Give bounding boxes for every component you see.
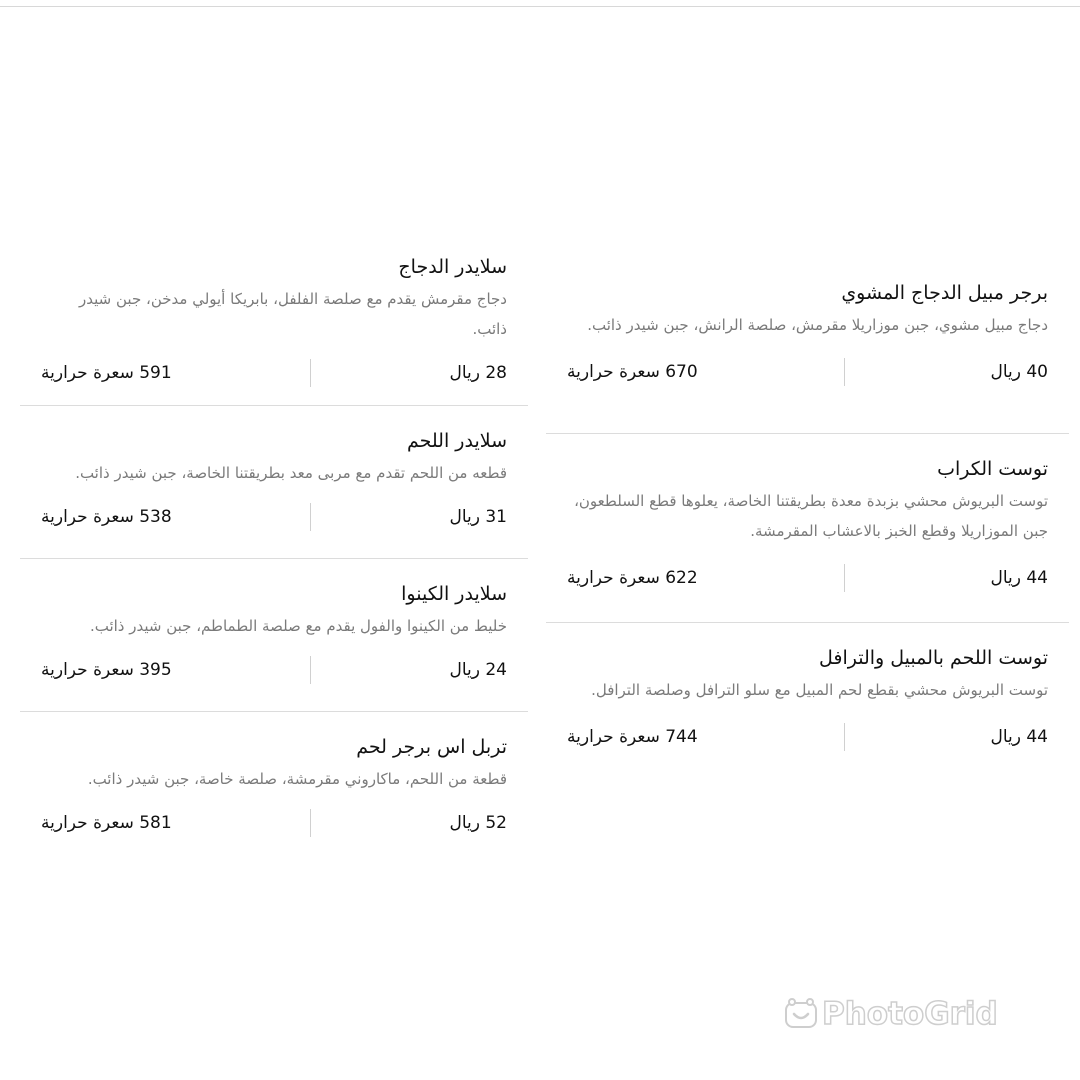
item-meta <box>41 359 507 387</box>
meta-divider <box>844 723 845 751</box>
menu-item[interactable] <box>20 406 528 559</box>
photogrid-watermark <box>784 994 998 1034</box>
item-calories: 395 سعرة حرارية <box>41 660 172 680</box>
item-name: سلايدر اللحم <box>406 430 507 452</box>
item-name: توست اللحم بالمبيل والترافل <box>819 647 1048 669</box>
top-divider <box>0 6 1080 7</box>
watermark-text: PhotoGrid <box>822 996 998 1032</box>
item-price: 28 ريال <box>449 363 507 383</box>
item-description: خليط من الكينوا والفول يقدم مع صلصة الطماطم، جبن شيدر ذائب. <box>89 617 507 635</box>
item-price: 31 ريال <box>449 507 507 527</box>
item-calories: 622 سعرة حرارية <box>567 568 698 588</box>
item-calories: 591 سعرة حرارية <box>41 363 172 383</box>
item-calories: 670 سعرة حرارية <box>567 362 698 382</box>
item-meta <box>567 358 1048 386</box>
meta-divider <box>310 359 311 387</box>
item-description: توست البريوش محشي بزبدة معدة بطريقتنا الخاصة، يعلوها قطع السلطعون، جبن الموزاريلا وقطع الخبز بالاعشاب المقرمشة. <box>574 492 1048 540</box>
item-calories: 581 سعرة حرارية <box>41 813 172 833</box>
item-calories: 744 سعرة حرارية <box>567 727 698 747</box>
item-description: دجاج مقرمش يقدم مع صلصة الفلفل، بابريكا أيولي مدخن، جبن شيدر ذائب. <box>79 290 507 338</box>
item-price: 52 ريال <box>449 813 507 833</box>
menu-column-left <box>20 232 528 864</box>
item-calories: 538 سعرة حرارية <box>41 507 172 527</box>
item-name: برجر مبيل الدجاج المشوي <box>841 282 1048 304</box>
menu-item[interactable] <box>20 559 528 712</box>
item-description: توست البريوش محشي بقطع لحم المبيل مع سلو الترافل وصلصة الترافل. <box>591 681 1048 699</box>
menu-item[interactable] <box>20 232 528 406</box>
photogrid-smile-icon <box>784 997 818 1031</box>
item-meta <box>567 564 1048 592</box>
item-price: 24 ريال <box>449 660 507 680</box>
meta-divider <box>310 656 311 684</box>
meta-divider <box>310 503 311 531</box>
item-price: 44 ريال <box>990 568 1048 588</box>
item-name: تربل اس برجر لحم <box>356 736 507 758</box>
item-name: سلايدر الدجاج <box>398 256 507 278</box>
menu-item[interactable] <box>546 434 1069 623</box>
item-name: توست الكراب <box>937 458 1048 480</box>
item-name: سلايدر الكينوا <box>401 583 507 605</box>
item-description: قطعه من اللحم تقدم مع مربى معد بطريقتنا الخاصة، جبن شيدر ذائب. <box>75 464 507 482</box>
meta-divider <box>844 358 845 386</box>
meta-divider <box>844 564 845 592</box>
item-price: 40 ريال <box>990 362 1048 382</box>
meta-divider <box>310 809 311 837</box>
item-description: دجاج مبيل مشوي، جبن موزاريلا مقرمش، صلصة الرانش، جبن شيدر ذائب. <box>587 316 1048 334</box>
menu-item[interactable] <box>20 712 528 864</box>
item-meta <box>567 723 1048 751</box>
menu-column-right <box>546 264 1069 811</box>
menu-item[interactable] <box>546 623 1069 811</box>
menu-item[interactable] <box>546 264 1069 434</box>
item-description: قطعة من اللحم، ماكاروني مقرمشة، صلصة خاصة، جبن شيدر ذائب. <box>87 770 507 788</box>
item-meta <box>41 809 507 837</box>
item-price: 44 ريال <box>990 727 1048 747</box>
item-meta <box>41 503 507 531</box>
item-meta <box>41 656 507 684</box>
